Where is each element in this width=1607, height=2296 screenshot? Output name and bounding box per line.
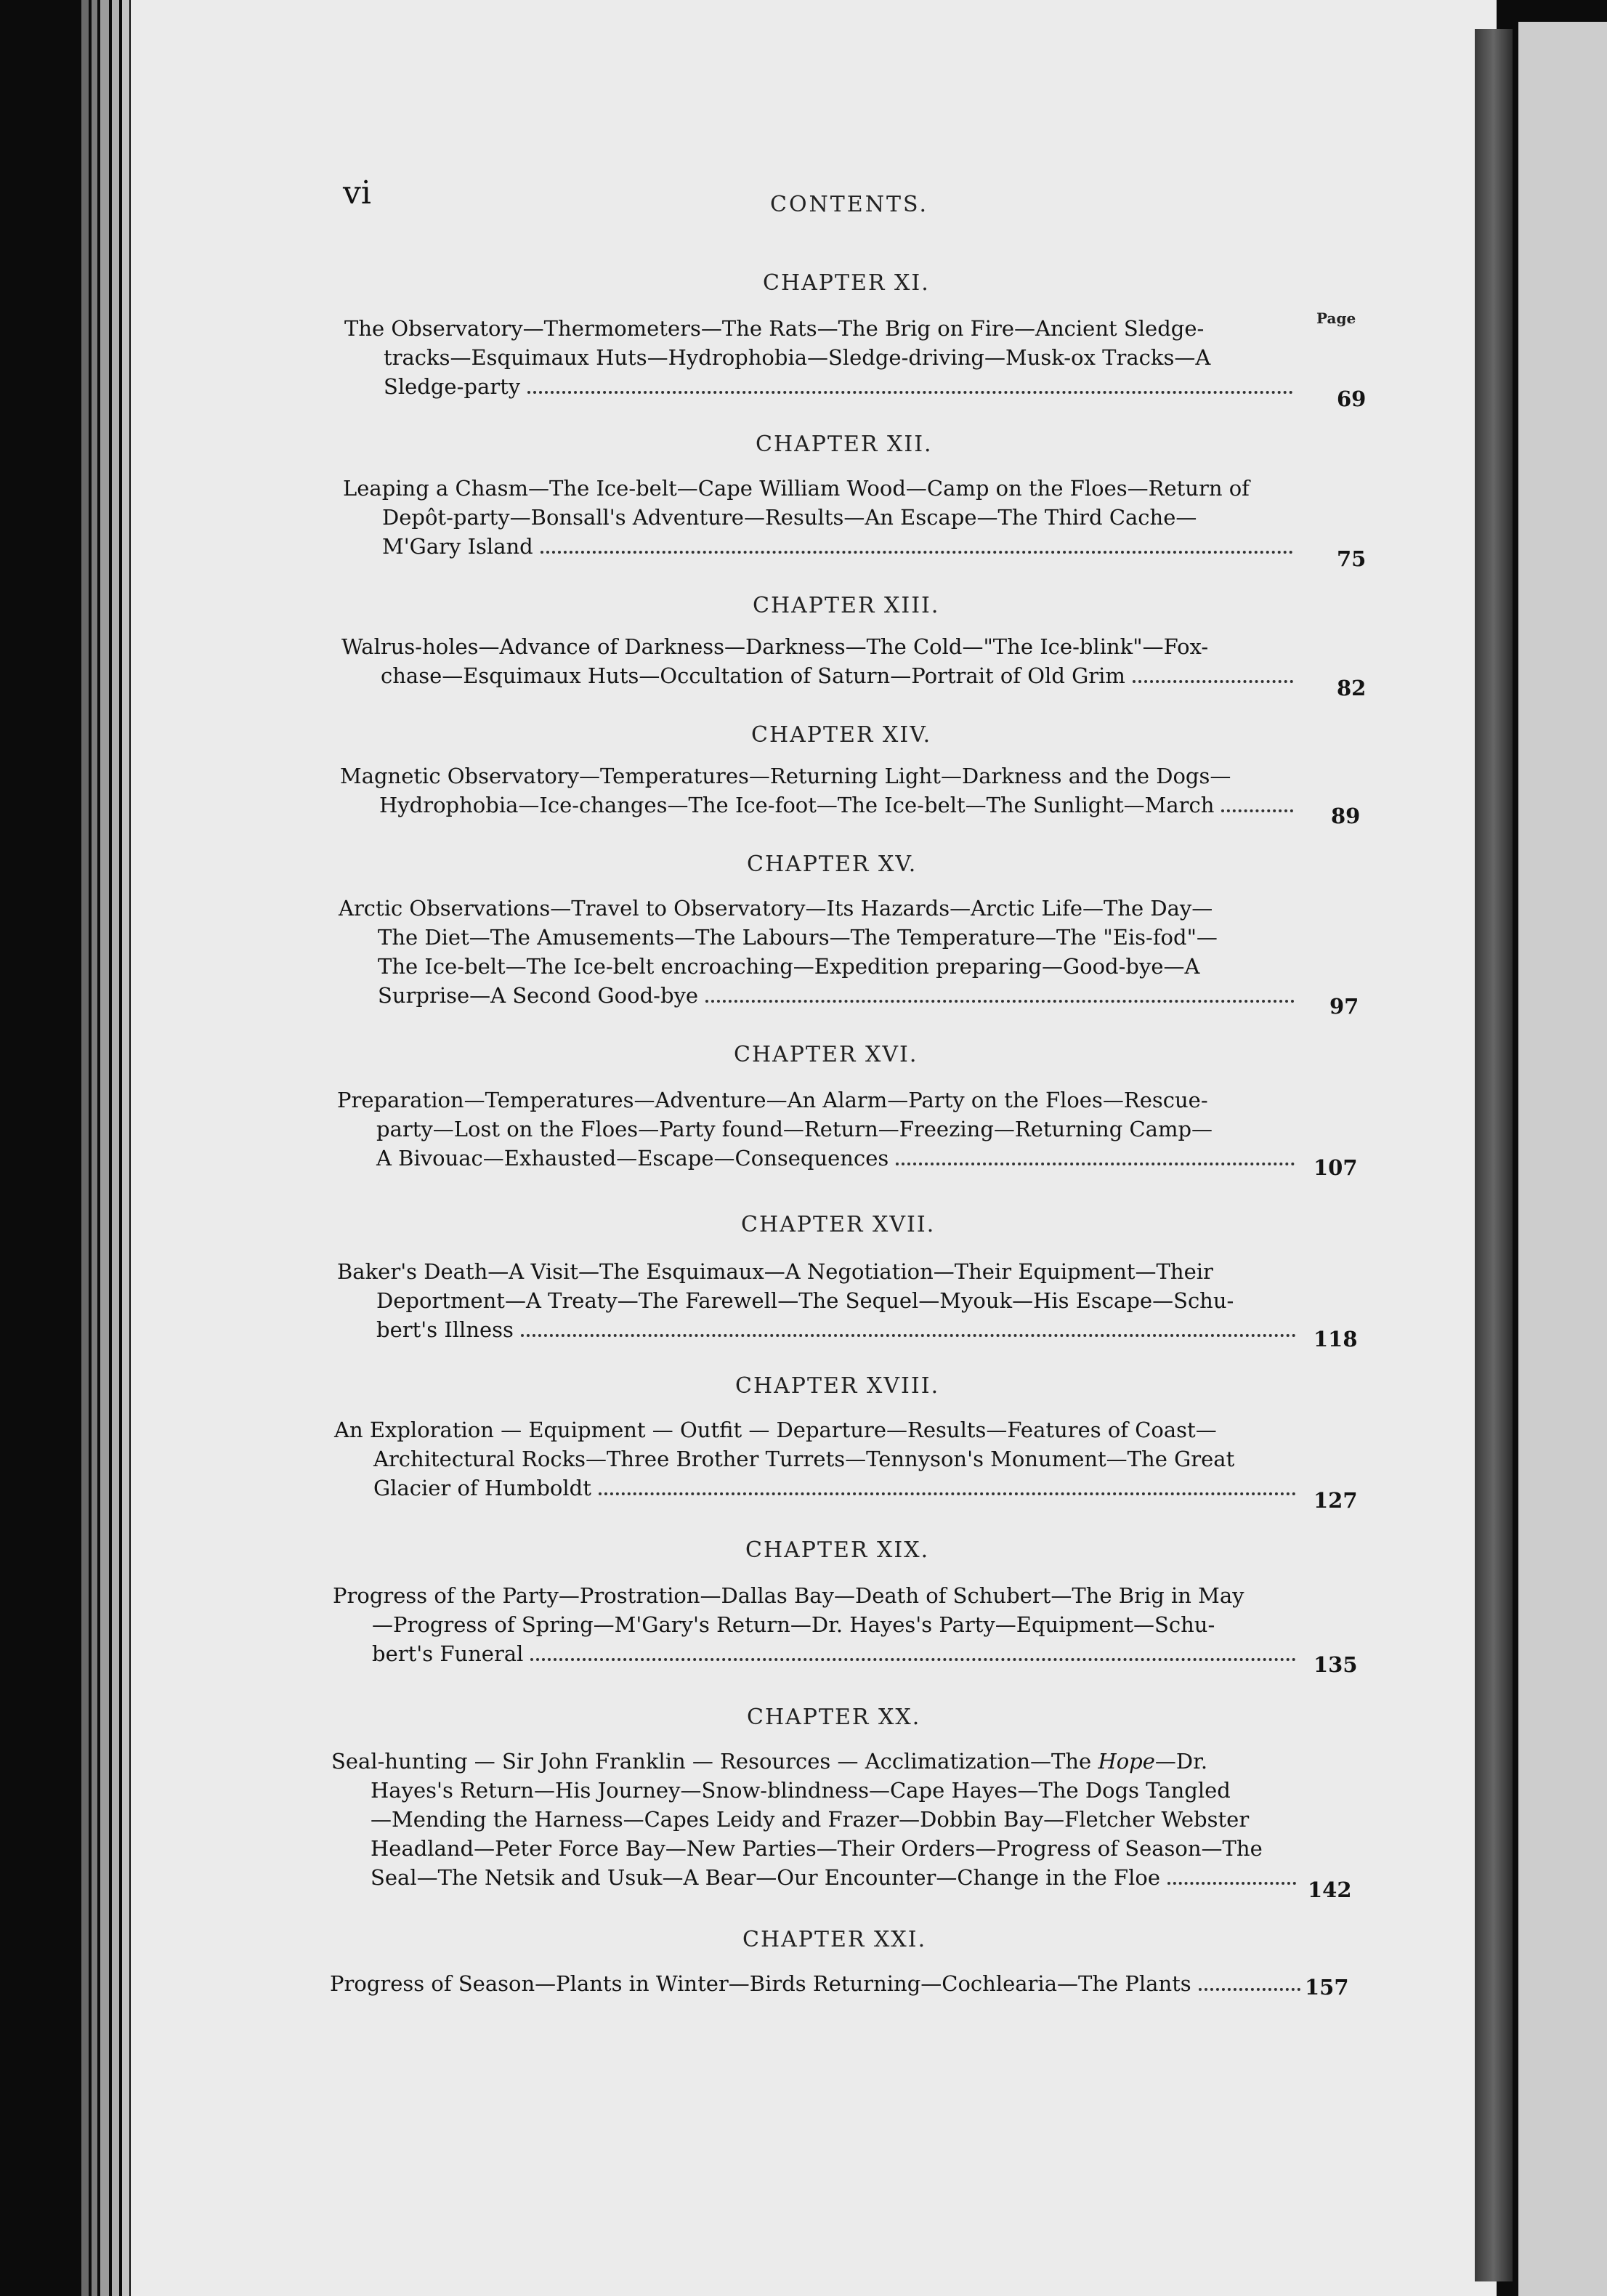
summary-line: M'Gary Island (382, 534, 533, 559)
chapter-summary (341, 632, 1300, 690)
summary-line: Hayes's Return—His Journey—Snow-blindness—Cape Hayes—The Dogs Tangled (371, 1778, 1231, 1803)
chapter-heading: CHAPTER XVI. (734, 1042, 918, 1067)
dot-leader (1133, 680, 1293, 683)
dot-leader (530, 1658, 1296, 1661)
chapter-summary (343, 474, 1300, 561)
page-column-label: Page (1316, 310, 1356, 327)
summary-line: Progress of the Party—Prostration—Dallas Bay—Death of Schubert—The Brig in May (333, 1583, 1244, 1608)
chapter-summary (339, 894, 1302, 1010)
summary-line: Glacier of Humboldt (373, 1476, 591, 1500)
dot-leader (1221, 809, 1293, 812)
page-edge (122, 0, 129, 2296)
chapter-summary (333, 1581, 1303, 1668)
page-number: 118 (1313, 1327, 1358, 1351)
summary-line: bert's Illness (376, 1317, 514, 1342)
summary-line: Sledge-party (384, 374, 521, 399)
page-number: 127 (1313, 1488, 1358, 1513)
summary-line: Seal—The Netsik and Usuk—A Bear—Our Encounter—Change in the Floe (371, 1865, 1161, 1890)
page-edge (100, 0, 109, 2296)
summary-line: Preparation—Temperatures—Adventure—An Alarm—Party on the Floes—Rescue- (337, 1088, 1208, 1112)
summary-line: Seal-hunting — Sir John Franklin — Resources — Acclimatization—The Hope—Dr. (331, 1749, 1208, 1774)
summary-line: bert's Funeral (372, 1641, 524, 1666)
summary-line: A Bivouac—Exhausted—Escape—Consequences (376, 1146, 889, 1171)
dot-leader (896, 1163, 1295, 1165)
page-number: 82 (1337, 676, 1367, 700)
page-edge (112, 0, 119, 2296)
dot-leader (705, 1000, 1295, 1003)
chapter-summary (340, 761, 1300, 820)
dot-leader (541, 551, 1293, 554)
page-number: 157 (1305, 1975, 1349, 2000)
dot-leader (599, 1492, 1296, 1495)
chapter-summary (330, 1969, 1308, 1998)
chapter-summary (334, 1415, 1303, 1503)
dot-leader (521, 1334, 1296, 1337)
chapter-heading: CHAPTER XX. (747, 1705, 921, 1730)
page-number: 75 (1337, 546, 1367, 571)
page-number: 97 (1329, 994, 1359, 1019)
summary-line: Hydrophobia—Ice-changes—The Ice-foot—The Ice-belt—The Sunlight—March (379, 793, 1215, 817)
chapter-summary (337, 1257, 1303, 1344)
summary-line: Depôt-party—Bonsall's Adventure—Results—An Escape—The Third Cache— (382, 505, 1197, 530)
facing-page (1518, 22, 1607, 2296)
book-gutter (1475, 29, 1513, 2281)
dot-leader (527, 391, 1293, 394)
page-number: 107 (1313, 1155, 1358, 1180)
chapter-heading: CHAPTER XIII. (753, 593, 940, 618)
page-number: 142 (1308, 1877, 1352, 1902)
summary-line: party—Lost on the Floes—Party found—Return—Freezing—Returning Camp— (376, 1117, 1213, 1141)
summary-line: Surprise—A Second Good-bye (378, 983, 699, 1008)
running-head: CONTENTS. (770, 192, 928, 217)
summary-line: Progress of Season—Plants in Winter—Birds Returning—Cochlearia—The Plants (330, 1971, 1191, 1996)
summary-line: tracks—Esquimaux Huts—Hydrophobia—Sledge-driving—Musk-ox Tracks—A (384, 345, 1211, 370)
dot-leader (1199, 1988, 1300, 1991)
summary-line: Arctic Observations—Travel to Observatory—Its Hazards—Arctic Life—The Day— (339, 896, 1213, 921)
chapter-heading: CHAPTER XII. (756, 432, 933, 457)
page-edge (92, 0, 97, 2296)
summary-line: —Mending the Harness—Capes Leidy and Frazer—Dobbin Bay—Fletcher Webster (371, 1807, 1250, 1832)
chapter-summary (344, 314, 1300, 401)
chapter-heading: CHAPTER XVIII. (735, 1373, 940, 1399)
page-number: 89 (1331, 804, 1361, 828)
chapter-heading: CHAPTER XV. (747, 852, 918, 877)
summary-line: Baker's Death—A Visit—The Esquimaux—A Negotiation—Their Equipment—Their (337, 1259, 1213, 1284)
summary-line: The Ice-belt—The Ice-belt encroaching—Expedition preparing—Good-bye—A (378, 954, 1200, 979)
folio-number: vi (343, 174, 371, 211)
summary-line: Architectural Rocks—Three Brother Turrets—Tennyson's Monument—The Great (373, 1447, 1235, 1471)
chapter-summary (331, 1747, 1303, 1892)
summary-line: Deportment—A Treaty—The Farewell—The Sequel—Myouk—His Escape—Schu- (376, 1288, 1234, 1313)
chapter-heading: CHAPTER XVII. (741, 1212, 936, 1237)
summary-line: Magnetic Observatory—Temperatures—Returning Light—Darkness and the Dogs— (340, 764, 1231, 788)
summary-line: chase—Esquimaux Huts—Occultation of Saturn—Portrait of Old Grim (381, 663, 1125, 688)
page-number: 135 (1313, 1652, 1358, 1677)
summary-line: Headland—Peter Force Bay—New Parties—Their Orders—Progress of Season—The (371, 1836, 1263, 1861)
summary-line: The Diet—The Amusements—The Labours—The Temperature—The "Eis-fod"— (378, 925, 1218, 950)
chapter-heading: CHAPTER XXI. (742, 1927, 927, 1952)
page-number: 69 (1337, 387, 1367, 411)
dot-leader (1167, 1882, 1296, 1885)
chapter-heading: CHAPTER XI. (763, 270, 930, 296)
summary-line: Walrus-holes—Advance of Darkness—Darkness—The Cold—"The Ice-blink"—Fox- (341, 634, 1209, 659)
summary-line: The Observatory—Thermometers—The Rats—The Brig on Fire—Ancient Sledge- (344, 316, 1205, 341)
summary-line: —Progress of Spring—M'Gary's Return—Dr. Hayes's Party—Equipment—Schu- (372, 1612, 1215, 1637)
summary-line: Leaping a Chasm—The Ice-belt—Cape William Wood—Camp on the Floes—Return of (343, 476, 1250, 501)
summary-line: An Exploration — Equipment — Outfit — Departure—Results—Features of Coast— (334, 1418, 1217, 1442)
chapter-heading: CHAPTER XIV. (751, 722, 932, 748)
chapter-summary (337, 1086, 1302, 1173)
page-edge (81, 0, 89, 2296)
chapter-heading: CHAPTER XIX. (745, 1537, 930, 1563)
